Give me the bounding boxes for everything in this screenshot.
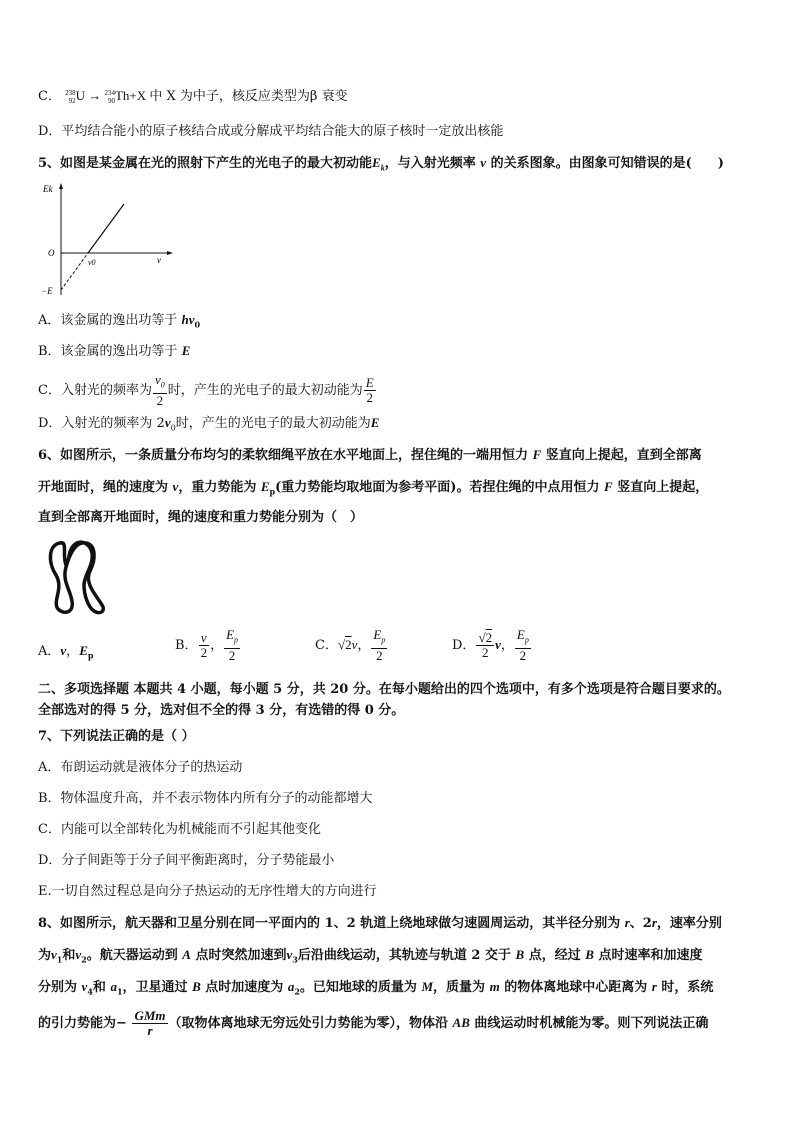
question-6-line1: 6、如图所示，一条质量分布均匀的柔软细绳平放在水平地面上，捏住绳的一端用恒力 F 竖直向上提起，直到全部离 (38, 447, 702, 463)
rope-figure (44, 535, 114, 617)
nuclear-equation: 238 92U → 234 90Th+X (65, 88, 150, 106)
q6-option-b: B． $\frac{v}{2}$ ， $\frac{E_p}{2}$ (175, 627, 239, 663)
q6-option-d: D． $\frac{√2}{2}$ v， $\frac{E_p}{2}$ (452, 627, 529, 663)
option-d-line: D．平均结合能小的原子核结合成或分解成平均结合能大的原子核时一定放出核能 (38, 124, 504, 139)
q7-option-d: D．分子间距等于分子间平衡距离时，分子势能最小 (38, 853, 335, 868)
question-5: 5、如图是某金属在光的照射下产生的光电子的最大初动能$E_k$，与入射光频率 ν 的关系图象。由图象可知错误的是( ) (38, 155, 724, 173)
graph-negE-label: −E (41, 286, 53, 296)
section-2-heading: 二、多项选择题 本题共 4 小题，每小题 5 分，共 20 分。在每小题给出的四个选项中，有多个选项是符合题目要求的。 (38, 682, 730, 697)
q7-option-b: B．物体温度升高，并不表示物体内所有分子的动能都增大 (38, 791, 373, 806)
q7-option-a: A．布朗运动就是液体分子的热运动 (38, 760, 243, 775)
q5-option-b: B．该金属的逸出功等于 E (38, 343, 191, 359)
ek-nu-graph (38, 180, 178, 300)
question-8-line3: 分别为 $v_4$和 $a_1$，卫星通过 B 点时加速度为 $a_2$。已知地球的质量为 M，质量为 m 的物体离地球中心距离为 r 时，系统 (38, 979, 714, 997)
graph-nu0-label: ν0 (88, 258, 96, 267)
graph-origin-label: O (48, 248, 55, 258)
q5-option-a: A．该金属的逸出功等于 $h\nu_0$ (38, 312, 201, 330)
question-8-line2: 为$v_1$和$v_2$。航天器运动到 A 点时突然加速到$v_3$后沿曲线运动，其轨迹与轨道 2 交于 B 点，经过 B 点时速率和加速度 (38, 947, 703, 965)
q7-option-e: E.一切自然过程总是向分子热运动的无序性增大的方向进行 (38, 884, 377, 899)
question-6-line3: 直到全部离开地面时，绳的速度和重力势能分别为（ ） (38, 510, 364, 525)
q5-option-c: C．入射光的频率为 $\frac{\nu_0}{2}$ 时，产生的光电子的最大初动能为 $\frac{E}{2}$ (38, 372, 374, 408)
question-7: 7、下列说法正确的是（ ） (38, 729, 195, 744)
option-label: C． (38, 89, 61, 104)
section-2-scoring: 全部选对的得 5 分，选对但不全的得 3 分，有选错的得 0 分。 (38, 703, 405, 718)
q6-option-c: C．√2v， $\frac{E_p}{2}$ (315, 627, 386, 663)
question-8-line1: 8、如图所示，航天器和卫星分别在同一平面内的 1、2 轨道上绕地球做匀速圆周运动，其半径分别为 r、2r，速率分别 (38, 915, 722, 931)
question-8-line4: 的引力势能为− $\frac{\text{GMm}}{r}$ （取物体离地球无穷远处引力势能为零），物体沿 AB 曲线运动时机械能为零。则下列说法正确 (38, 1008, 709, 1038)
option-c-line (38, 87, 348, 106)
option-text: 中 X 为中子，核反应类型为β 衰变 (149, 89, 348, 104)
graph-nu-label: ν (157, 255, 161, 265)
q5-option-d: D．入射光的频率为 $2\nu_0$时，产生的光电子的最大初动能为E (38, 415, 380, 433)
q6-option-a: A．v，$E_p$ (38, 643, 94, 661)
question-6-line2: 开地面时，绳的速度为 v，重力势能为 $E_p$(重力势能均取地面为参考平面)。若捏住绳的中点用恒力 F 竖直向上提起， (38, 479, 709, 497)
graph-ek-label: Ek (43, 184, 53, 194)
q7-option-c: C．内能可以全部转化为机械能而不引起其他变化 (38, 822, 321, 837)
ek-symbol: $E_k$ (372, 155, 385, 173)
